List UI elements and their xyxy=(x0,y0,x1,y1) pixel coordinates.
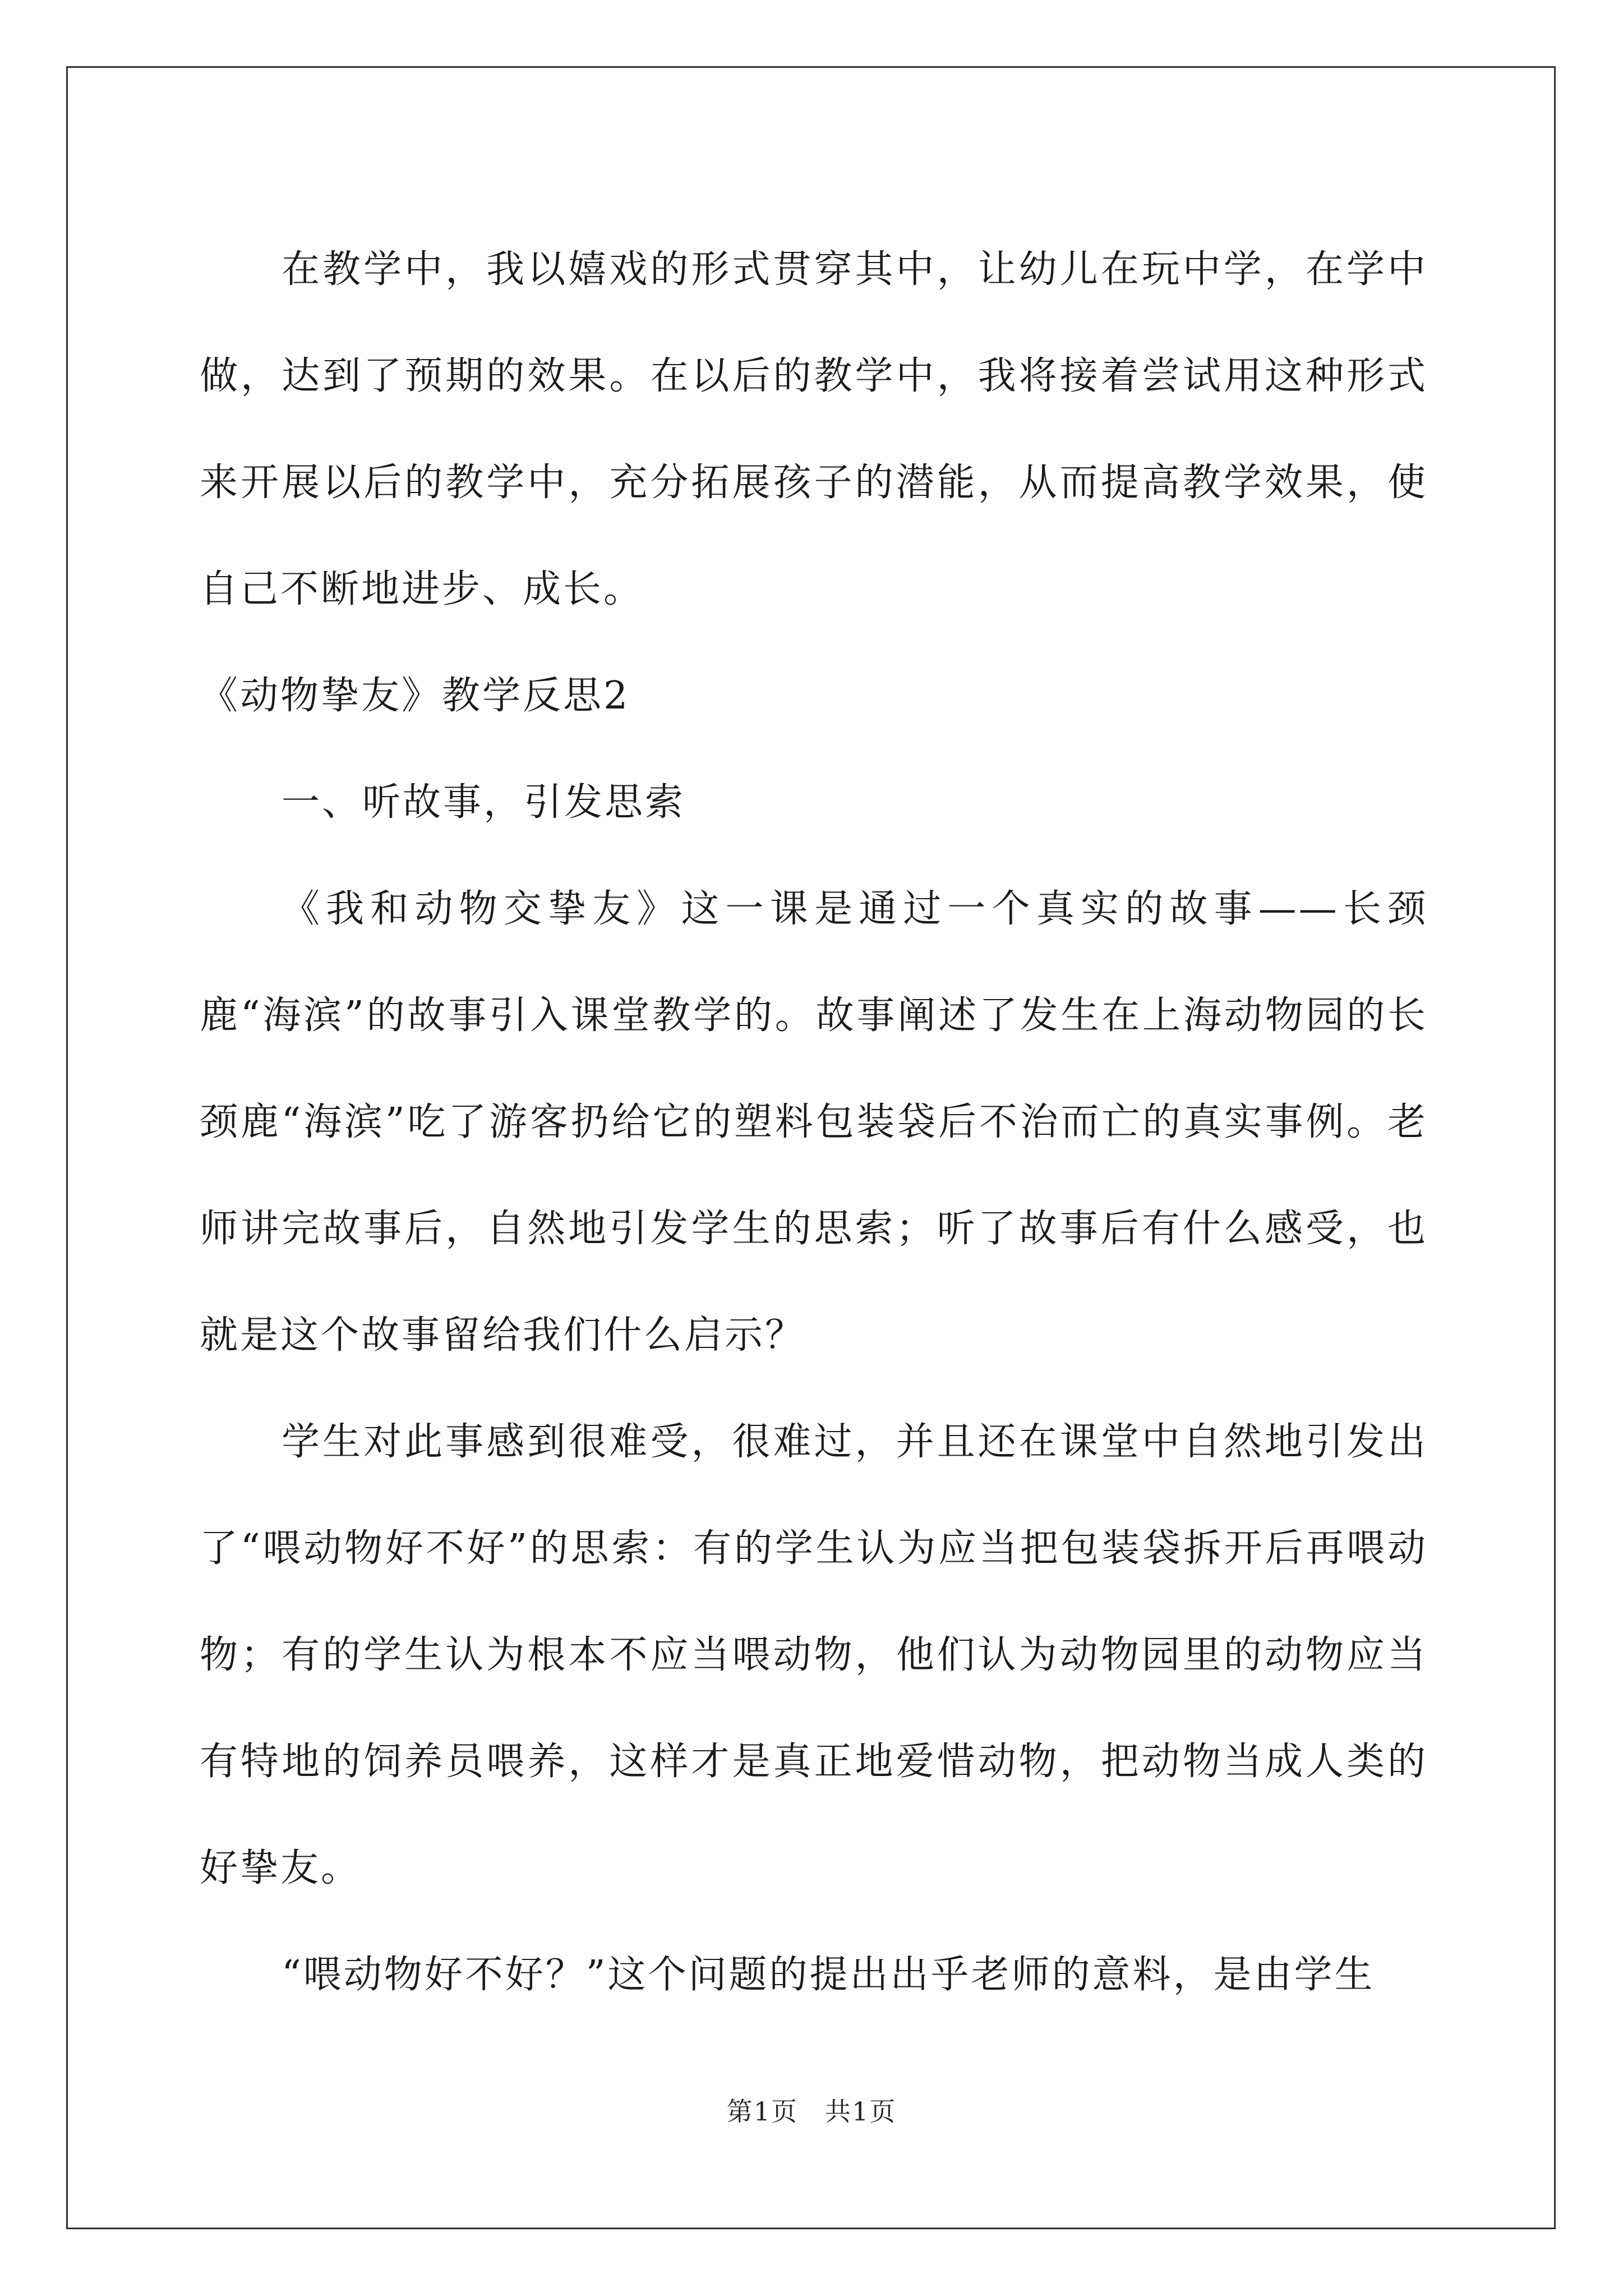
paragraph-3: 学生对此事感到很难受，很难过，并且还在课堂中自然地引发出了“喂动物好不好”的思索：有的学生认为应当把包装袋拆开后再喂动物；有的学生认为根本不应当喂动物，他们认为动物园里的动物应当有特地的饲养员喂养，这样才是真正地爱惜动物，把动物当成人类的好挚友。 xyxy=(200,1420,1428,1890)
paragraph-4: “喂动物好不好？”这个问题的提出出乎老师的意料，是由学生 xyxy=(282,1953,1375,1997)
subheading-listen-story: 一、听故事，引发思索 xyxy=(282,780,686,825)
document-body xyxy=(200,217,1428,2028)
section-title: 《动物挚友》教学反思2 xyxy=(200,674,630,718)
paragraph-1: 在教学中，我以嬉戏的形式贯穿其中，让幼儿在玩中学，在学中做，达到了预期的效果。在以后的教学中，我将接着尝试用这种形式来开展以后的教学中，充分拓展孩子的潜能，从而提高教学效果，使自己不断地进步、成长。 xyxy=(200,247,1428,611)
paragraph-2: 《我和动物交挚友》这一课是通过一个真实的故事——长颈鹿“海滨”的故事引入课堂教学的。故事阐述了发生在上海动物园的长颈鹿“海滨”吃了游客扔给它的塑料包装袋后不治而亡的真实事例。老师讲完故事后，自然地引发学生的思索；听了故事后有什么感受，也就是这个故事留给我们什么启示？ xyxy=(200,887,1428,1358)
page-footer: 第1页 共1页 xyxy=(726,2096,897,2127)
